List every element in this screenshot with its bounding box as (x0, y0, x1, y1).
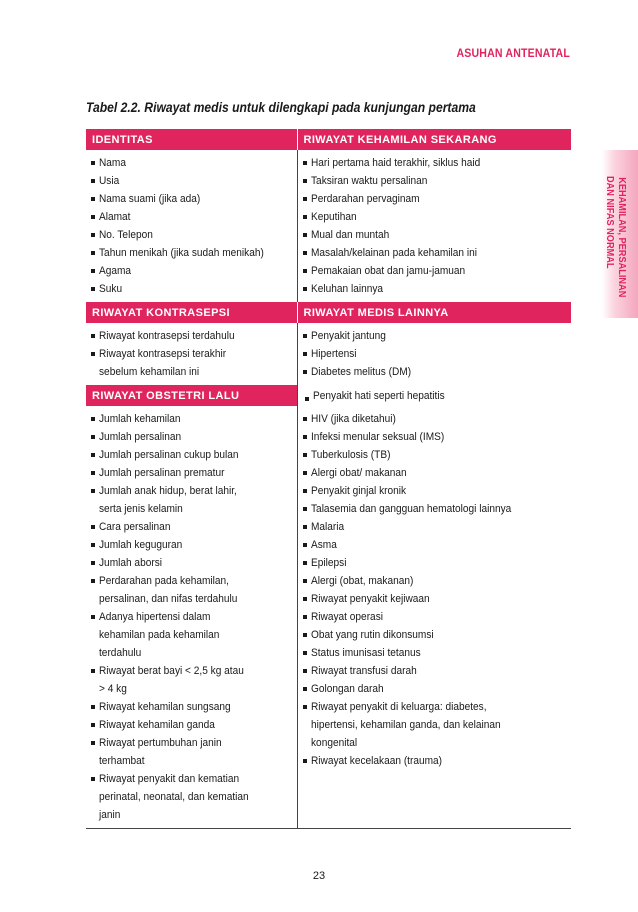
bullet-icon (303, 287, 307, 291)
list-item: Adanya hipertensi dalam kehamilan pada kehamilan terdahulu (90, 608, 295, 662)
header-riwayat-kontrasepsi: RIWAYAT KONTRASEPSI (86, 302, 297, 323)
side-tab-line-1: KEHAMILAN, PERSALINAN (616, 177, 627, 298)
list-item: Jumlah kehamilan (90, 410, 295, 428)
bullet-icon (303, 507, 307, 511)
bullet-icon (303, 579, 307, 583)
list-item: Infeksi menular seksual (IMS) (302, 428, 570, 446)
list-item: Riwayat kecelakaan (trauma) (302, 752, 570, 770)
bullet-icon (303, 269, 307, 273)
list-item: Alergi (obat, makanan) (302, 572, 570, 590)
header-riwayat-medis-lainnya: RIWAYAT MEDIS LAINNYA (297, 302, 571, 323)
identitas-cell (86, 150, 297, 302)
list-item: Usia (90, 172, 295, 190)
bullet-icon (303, 251, 307, 255)
bullet-icon (303, 615, 307, 619)
bullet-icon (303, 525, 307, 529)
bullet-icon (303, 417, 307, 421)
list-item: Golongan darah (302, 680, 570, 698)
obstetri-lalu-cell (86, 406, 297, 829)
section-row (86, 406, 571, 829)
list-item: Cara persalinan (90, 518, 295, 536)
bullet-icon (303, 687, 307, 691)
list-item: Riwayat operasi (302, 608, 570, 626)
bullet-icon (303, 197, 307, 201)
medical-history-table (86, 129, 571, 829)
list-item: Nama suami (jika ada) (90, 190, 295, 208)
bullet-icon (303, 435, 307, 439)
list-item: Malaria (302, 518, 570, 536)
list-item: Suku (90, 280, 295, 298)
list-item: Status imunisasi tetanus (302, 644, 570, 662)
bullet-icon (303, 215, 307, 219)
chapter-side-tab-label (596, 172, 636, 312)
list-item: Hari pertama haid terakhir, siklus haid (302, 154, 570, 172)
bullet-icon (91, 669, 95, 673)
table-header-row (86, 385, 571, 406)
section-row (86, 323, 571, 385)
bullet-icon (303, 352, 307, 356)
header-identitas: IDENTITAS (86, 129, 297, 150)
list-item: Obat yang rutin dikonsumsi (302, 626, 570, 644)
running-header: ASUHAN ANTENATAL (456, 46, 570, 60)
kehamilan-sekarang-list (302, 154, 570, 298)
list-item: Asma (302, 536, 570, 554)
bullet-icon (91, 741, 95, 745)
bullet-icon (91, 471, 95, 475)
bullet-icon (91, 723, 95, 727)
bullet-icon (303, 453, 307, 457)
list-item: Jumlah anak hidup, berat lahir, serta jenis kelamin (90, 482, 295, 518)
bullet-icon (303, 489, 307, 493)
list-item: Pemakaian obat dan jamu-jamuan (302, 262, 570, 280)
list-item: Jumlah persalinan cukup bulan (90, 446, 295, 464)
bullet-icon (303, 561, 307, 565)
bullet-icon (303, 334, 307, 338)
list-item: Keluhan lainnya (302, 280, 570, 298)
list-item: Nama (90, 154, 295, 172)
list-item: Riwayat pertumbuhan janin terhambat (90, 734, 295, 770)
bullet-icon (91, 615, 95, 619)
bullet-icon (91, 179, 95, 183)
list-item: Riwayat kehamilan sungsang (90, 698, 295, 716)
bullet-icon (91, 251, 95, 255)
bullet-icon (303, 759, 307, 763)
table-header-row (86, 302, 571, 323)
bullet-icon (303, 161, 307, 165)
kontrasepsi-cell (86, 323, 297, 385)
list-item: Riwayat berat bayi < 2,5 kg atau > 4 kg (90, 662, 295, 698)
list-item: Diabetes melitus (DM) (302, 363, 570, 381)
list-item: Riwayat penyakit dan kematian perinatal, neonatal, dan kematian janin (90, 770, 295, 824)
section-row (86, 150, 571, 302)
page-number: 23 (312, 870, 326, 882)
bullet-icon (91, 543, 95, 547)
list-item: Tuberkulosis (TB) (302, 446, 570, 464)
obstetri-lalu-list (90, 410, 295, 824)
bullet-icon (91, 561, 95, 565)
list-item: Alamat (90, 208, 295, 226)
bullet-icon (91, 579, 95, 583)
list-item: Jumlah persalinan (90, 428, 295, 446)
bullet-icon (91, 334, 95, 338)
list-item: Riwayat penyakit kejiwaan (302, 590, 570, 608)
list-item: Jumlah persalinan prematur (90, 464, 295, 482)
bullet-icon (303, 543, 307, 547)
medis-lainnya-continued-first-item (297, 385, 571, 406)
bullet-icon (303, 179, 307, 183)
bullet-icon (91, 352, 95, 356)
side-tab-line-2: DAN NIFAS NORMAL (604, 176, 615, 269)
bullet-icon (91, 269, 95, 273)
list-item: HIV (jika diketahui) (302, 410, 570, 428)
medis-lainnya-cell (297, 323, 571, 385)
bullet-icon (91, 233, 95, 237)
list-item: Penyakit ginjal kronik (302, 482, 570, 500)
table-header-row (86, 129, 571, 150)
bullet-icon (91, 489, 95, 493)
list-item: Keputihan (302, 208, 570, 226)
list-item: Agama (90, 262, 295, 280)
bullet-icon (303, 233, 307, 237)
kehamilan-sekarang-cell (297, 150, 571, 302)
header-riwayat-kehamilan-sekarang: RIWAYAT KEHAMILAN SEKARANG (297, 129, 571, 150)
list-item: Riwayat transfusi darah (302, 662, 570, 680)
list-item: Penyakit jantung (302, 327, 570, 345)
bullet-icon (91, 777, 95, 781)
list-item: Riwayat kehamilan ganda (90, 716, 295, 734)
list-item: Epilepsi (302, 554, 570, 572)
bullet-icon (303, 633, 307, 637)
bullet-icon (305, 397, 309, 401)
bullet-icon (91, 705, 95, 709)
table-caption: Tabel 2.2. Riwayat medis untuk dilengkapi pada kunjungan pertama (86, 100, 476, 115)
list-item: Riwayat kontrasepsi terdahulu (90, 327, 295, 345)
list-item: Perdarahan pada kehamilan, persalinan, dan nifas terdahulu (90, 572, 295, 608)
bullet-icon (91, 417, 95, 421)
list-item: No. Telepon (90, 226, 295, 244)
list-item: Jumlah aborsi (90, 554, 295, 572)
list-item: Hipertensi (302, 345, 570, 363)
bullet-icon (303, 370, 307, 374)
list-item: Jumlah keguguran (90, 536, 295, 554)
bullet-icon (91, 197, 95, 201)
list-item: Alergi obat/ makanan (302, 464, 570, 482)
bullet-icon (91, 453, 95, 457)
list-item: Riwayat kontrasepsi terakhir sebelum kehamilan ini (90, 345, 295, 381)
bullet-icon (303, 669, 307, 673)
bullet-icon (91, 525, 95, 529)
list-item: Mual dan muntah (302, 226, 570, 244)
bullet-icon (91, 161, 95, 165)
identitas-list (90, 154, 295, 298)
bullet-icon (91, 215, 95, 219)
list-item: Taksiran waktu persalinan (302, 172, 570, 190)
list-item: Masalah/kelainan pada kehamilan ini (302, 244, 570, 262)
medis-lainnya-continued-list (302, 410, 570, 770)
medis-lainnya-continued-cell (297, 406, 571, 829)
list-item: Tahun menikah (jika sudah menikah) (90, 244, 295, 262)
header-riwayat-obstetri-lalu: RIWAYAT OBSTETRI LALU (86, 385, 297, 406)
bullet-icon (303, 651, 307, 655)
bullet-icon (91, 435, 95, 439)
medis-lainnya-list (302, 327, 570, 381)
bullet-icon (303, 471, 307, 475)
bullet-icon (91, 287, 95, 291)
list-item: Perdarahan pervaginam (302, 190, 570, 208)
bullet-icon (303, 597, 307, 601)
kontrasepsi-list (90, 327, 295, 381)
bullet-icon (303, 705, 307, 709)
list-item: Talasemia dan gangguan hematologi lainnya (302, 500, 570, 518)
list-item: Penyakit hati seperti hepatitis (304, 390, 566, 402)
list-item: Riwayat penyakit di keluarga: diabetes, hipertensi, kehamilan ganda, dan kelainan kongenital (302, 698, 570, 752)
